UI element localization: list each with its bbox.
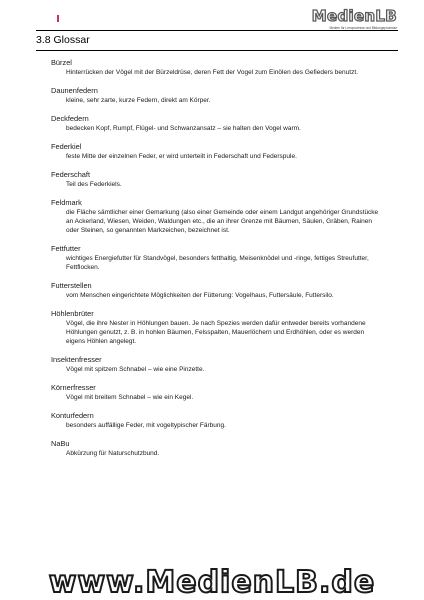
glossary-term: Körnerfresser bbox=[51, 383, 96, 392]
glossary-term: Konturfedern bbox=[51, 411, 94, 420]
glossary-definition: Vögel, die ihre Nester in Höhlungen bauen. Je nach Spezies werden dafür entweder bereits vorhandene Höhlungen genutzt, z. B. in hohlen Bäumen, Felsspalten, Mauerlöchern und Erdhöhlen, oder es werden eigens Höhlen angelegt. bbox=[66, 320, 366, 345]
logo-tagline: Medien für Lernprozesse und Bildungsprozesse bbox=[329, 26, 397, 30]
header-accent-mark bbox=[57, 15, 59, 22]
footer-url: www.MedienLB.de bbox=[48, 564, 376, 600]
glossary-entry bbox=[51, 58, 386, 77]
glossary-term: Insektenfresser bbox=[51, 355, 102, 364]
glossary-entry bbox=[51, 281, 386, 300]
glossary-entry bbox=[51, 355, 386, 374]
glossary-definition: Hinterrücken der Vögel mit der Bürzeldrüse, deren Fett der Vogel zum Einölen des Gefieders benutzt. bbox=[66, 69, 358, 76]
glossary-definition: die Fläche sämtlicher einer Gemarkung (also einer Gemeinde oder einem Landgut angehöriger Grundstücke an Ackerland, Wiesen, Weiden, Waldungen etc., die an ihrer Grenze mit Bäumen, Säulen, Gräben, Rainen oder Steinen, so genannten Markzeichen, bezeichnet ist. bbox=[66, 209, 379, 234]
glossary-definition: Teil des Federkiels. bbox=[66, 181, 122, 188]
header-divider bbox=[36, 30, 398, 31]
footer-banner bbox=[0, 564, 424, 600]
glossary-list bbox=[51, 58, 386, 467]
title-divider bbox=[36, 50, 398, 51]
glossary-definition: besonders auffällige Feder, mit vogeltypischer Färbung. bbox=[66, 422, 226, 429]
glossary-term: Feldmark bbox=[51, 198, 82, 207]
glossary-term: Federkiel bbox=[51, 142, 82, 151]
glossary-entry bbox=[51, 411, 386, 430]
glossary-term: Bürzel bbox=[51, 58, 72, 67]
glossary-definition: Vögel mit breitem Schnabel – wie ein Kegel. bbox=[66, 394, 194, 401]
glossary-entry bbox=[51, 244, 386, 272]
glossary-definition: Abkürzung für Naturschutzbund. bbox=[66, 450, 160, 457]
glossary-entry bbox=[51, 383, 386, 402]
glossary-definition: bedecken Kopf, Rumpf, Flügel- und Schwanzansatz – sie halten den Vogel warm. bbox=[66, 125, 301, 132]
glossary-term: Höhlenbrüter bbox=[51, 309, 94, 318]
section-title: 3.8 Glossar bbox=[36, 34, 90, 46]
glossary-definition: vom Menschen eingerichtete Möglichkeiten der Fütterung: Vogelhaus, Futtersäule, Futtersilo. bbox=[66, 292, 334, 299]
glossary-definition: wichtiges Energiefutter für Standvögel, besonders fetthaltig, Meisenknödel und -ringe, fettiges Streufutter, Fettflocken. bbox=[66, 255, 369, 271]
glossary-entry bbox=[51, 86, 386, 105]
glossary-entry bbox=[51, 198, 386, 235]
glossary-definition: feste Mitte der einzelnen Feder, er wird unterteilt in Federschaft und Federspule. bbox=[66, 153, 297, 160]
glossary-entry bbox=[51, 309, 386, 346]
logo-wordmark: MedienLB bbox=[311, 7, 397, 25]
glossary-term: NaBu bbox=[51, 439, 70, 448]
medienlb-logo bbox=[311, 8, 397, 30]
glossary-term: Daunenfedern bbox=[51, 86, 98, 95]
glossary-term: Fettfutter bbox=[51, 244, 81, 253]
glossary-entry bbox=[51, 142, 386, 161]
glossary-entry bbox=[51, 439, 386, 458]
glossary-entry bbox=[51, 114, 386, 133]
glossary-definition: Vögel mit spitzem Schnabel – wie eine Pinzette. bbox=[66, 366, 205, 373]
glossary-entry bbox=[51, 170, 386, 189]
glossary-term: Federschaft bbox=[51, 170, 91, 179]
glossary-term: Futterstellen bbox=[51, 281, 92, 290]
glossary-definition: kleine, sehr zarte, kurze Federn, direkt am Körper. bbox=[66, 97, 211, 104]
glossary-term: Deckfedern bbox=[51, 114, 89, 123]
